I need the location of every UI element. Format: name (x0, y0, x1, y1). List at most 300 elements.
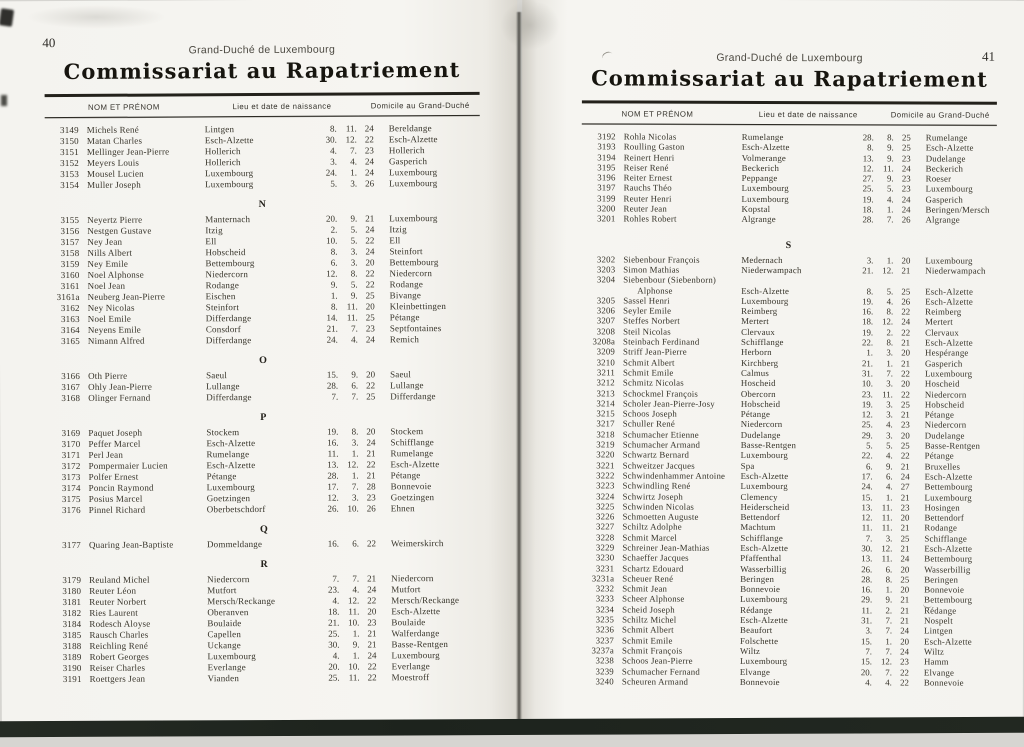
date-part: 22 (364, 134, 374, 145)
row-domicile: Niedercorn (389, 268, 433, 279)
row-birthplace: Luxembourg (207, 651, 256, 662)
row-name: Muller Joseph (87, 179, 141, 190)
row-birthplace: Luxembourg (741, 295, 789, 306)
row-name: Roettgers Jean (89, 673, 146, 684)
date-part: 23 (365, 323, 375, 334)
row-birthplace: Folschette (740, 635, 779, 646)
row-birthplace: Oberbetschdorf (206, 503, 266, 515)
row-number: 3217 (596, 418, 615, 429)
row-number: 3229 (595, 542, 615, 553)
row-domicile: Boulaide (391, 617, 426, 628)
date-part: 29. (861, 594, 873, 605)
gap (616, 142, 624, 152)
gap (615, 491, 623, 501)
row-birthdate (853, 358, 915, 369)
date-part: 23. (327, 584, 340, 595)
date-part: 12. (881, 543, 893, 554)
row-number: 3161a (56, 291, 80, 303)
date-part: 24 (365, 246, 375, 257)
date-part: 8. (866, 285, 874, 296)
kicker: Grand-Duché de Luxembourg (188, 43, 336, 57)
row-name: Reuter Norbert (89, 596, 147, 607)
row-name: Steil Nicolas (623, 326, 671, 337)
row-birthplace: Wiltz (739, 645, 761, 656)
row-birthdate (318, 290, 380, 301)
row-name: Siebenbour François (623, 254, 700, 265)
row-birthdate (319, 492, 381, 503)
row-name: Schreiner Jean-Mathias (622, 542, 710, 553)
date-part: 8. (886, 306, 894, 317)
row-birthdate (319, 606, 381, 617)
row-number: 3174 (61, 482, 81, 494)
row-birthplace: Kirchberg (740, 357, 779, 368)
gap (81, 586, 89, 597)
row-birthdate (854, 173, 916, 184)
column-header-birth: Lieu et date de naissance (758, 109, 858, 120)
row-birthplace: Bonnevoie (739, 676, 780, 687)
row-number: 3179 (62, 574, 82, 586)
row-birthdate (318, 334, 380, 345)
row-number: 3195 (597, 162, 616, 173)
date-part: 24 (364, 167, 375, 178)
row-domicile: Everlange (391, 661, 430, 672)
row-birthdate (854, 163, 916, 174)
row-number: 3208 (596, 326, 616, 337)
date-part: 5. (866, 440, 873, 451)
date-part: 25. (328, 672, 340, 683)
registry-table (43, 123, 485, 685)
gap (614, 553, 622, 563)
gap (614, 573, 622, 583)
date-part: 12. (882, 265, 894, 276)
row-birthdate (852, 554, 914, 565)
date-part: 25 (366, 391, 376, 402)
date-part: 20. (860, 666, 872, 677)
row-birthplace: Machtum (740, 522, 776, 533)
row-domicile: Beringen/Mersch (925, 204, 990, 215)
date-part: 6. (866, 460, 873, 471)
date-part: 15. (860, 656, 872, 667)
row-domicile: Septfontaines (389, 323, 442, 334)
date-part: 30. (328, 639, 340, 650)
date-part: 22 (366, 538, 376, 549)
date-part: 9. (351, 369, 359, 380)
row-name: Schmoetten Auguste (622, 511, 699, 522)
row-domicile: Pétange (390, 470, 421, 481)
row-birthplace: Saeul (206, 370, 228, 381)
row-birthdate (319, 639, 381, 650)
row-birthplace: Hollerich (204, 146, 241, 157)
date-part: 8. (330, 246, 338, 257)
row-name: Polfer Ernest (88, 471, 139, 482)
gap (615, 254, 623, 264)
row-name: Nimann Alfred (87, 335, 145, 346)
row-domicile: Luxembourg (388, 167, 438, 178)
row-domicile: Pétange (924, 450, 954, 461)
date-part: 3. (351, 492, 359, 503)
row-domicile: Rédange (924, 605, 957, 616)
row-name: Peffer Marcel (88, 438, 141, 449)
gap (82, 652, 90, 663)
row-birthplace: Differdange (206, 392, 252, 403)
date-part: 20 (365, 301, 375, 312)
date-part: 13. (327, 459, 339, 470)
date-part: 24 (900, 646, 910, 657)
date-part: 3. (886, 430, 893, 441)
row-name: Mellinger Jean-Pierre (86, 146, 170, 157)
row-number: 3173 (61, 471, 81, 483)
gap (79, 180, 87, 191)
date-part: 30. (861, 543, 873, 554)
date-part: 23. (861, 388, 873, 399)
gap (615, 264, 623, 274)
row-domicile: Niedercorn (924, 389, 967, 400)
gap (82, 674, 90, 685)
date-part: 22 (900, 677, 909, 688)
row-domicile: Niedercorn (391, 573, 434, 584)
row-number: 3157 (60, 236, 80, 248)
gap (615, 409, 623, 419)
date-part: 21. (326, 323, 338, 334)
row-domicile: Differdange (390, 391, 436, 402)
row-birthdate (853, 306, 915, 317)
row-birthplace: Esch-Alzette (206, 438, 256, 449)
gap (82, 663, 90, 674)
date-part: 3. (330, 156, 337, 167)
row-birthplace: Beckerich (741, 162, 780, 173)
gap (81, 575, 89, 586)
row-name: Rausch Charles (89, 629, 149, 640)
row-birthdate (317, 156, 379, 167)
row-number: 3161 (60, 280, 80, 292)
date-part: 24 (365, 224, 375, 235)
row-domicile: Luxembourg (389, 213, 438, 224)
row-number: 3172 (61, 460, 81, 472)
date-part: 22 (365, 268, 375, 279)
row-number: 3234 (595, 604, 615, 615)
row-birthdate (320, 672, 382, 683)
date-part: 21 (367, 639, 377, 650)
date-part: 7. (331, 391, 339, 402)
gap (615, 295, 623, 305)
date-part: 19. (862, 296, 874, 307)
row-birthplace: Hobscheid (205, 247, 246, 258)
row-name: Scheid Joseph (622, 604, 675, 615)
gap (80, 270, 88, 281)
date-part: 9. (330, 279, 338, 290)
row-birthdate (853, 399, 915, 410)
date-part: 4. (350, 156, 357, 167)
row-birthdate (320, 661, 382, 672)
row-domicile: Esch-Alzette (925, 286, 974, 297)
date-part: 23 (367, 617, 377, 628)
gap (79, 259, 87, 270)
gap (80, 303, 88, 314)
row-birthplace: Spa (740, 460, 755, 471)
date-part: 9. (887, 173, 894, 184)
date-part: 4. (886, 194, 894, 205)
date-part: 24. (861, 481, 873, 492)
row-number: 3239 (595, 665, 614, 676)
date-part: 12. (861, 512, 873, 523)
date-part: 22 (367, 595, 377, 606)
row-number: 3182 (62, 607, 82, 619)
row-number: 3185 (62, 629, 82, 641)
row-birthplace: Boulaide (207, 618, 242, 629)
row-name: Reuter Henri (623, 193, 672, 204)
row-domicile: Kleinbettingen (389, 301, 447, 312)
row-name: Neyens Emile (87, 324, 142, 335)
gap (80, 281, 88, 292)
gap (615, 388, 623, 398)
gap (614, 645, 622, 655)
row-domicile: Rodange (924, 522, 958, 534)
date-part: 17. (861, 471, 873, 482)
date-part: 16. (861, 584, 873, 595)
row-birthdate (319, 617, 381, 628)
date-part: 3. (865, 625, 873, 636)
row-domicile: Steinfort (389, 246, 423, 257)
row-domicile: Bivange (389, 290, 422, 301)
row-domicile: Walferdange (391, 628, 440, 639)
date-part: 8. (886, 337, 894, 348)
row-birthdate (853, 286, 915, 297)
row-name: Quaring Jean-Baptiste (88, 539, 174, 550)
gap (81, 461, 89, 472)
row-domicile: Bettembourg (924, 481, 973, 492)
row-birthdate (319, 595, 381, 606)
row-birthdate (852, 574, 914, 585)
gap (81, 494, 89, 505)
date-part: 7. (865, 533, 873, 544)
row-birthdate (319, 459, 381, 470)
row-birthplace: Pétange (740, 409, 771, 420)
row-number: 3240 (595, 676, 614, 687)
date-part: 20. (325, 213, 338, 224)
date-part: 25 (900, 440, 910, 451)
gap (616, 152, 624, 162)
gap (81, 472, 89, 483)
row-name: Ries Laurent (89, 607, 138, 618)
row-birthplace: Luxembourg (205, 179, 254, 190)
row-domicile: Luxembourg (389, 178, 438, 189)
row-birthdate (852, 605, 914, 616)
date-part: 25. (861, 419, 873, 430)
row-name: Nestgen Gustave (87, 225, 152, 236)
column-header-name: NOM ET PRÉNOM (621, 109, 694, 119)
date-part: 7. (351, 323, 358, 334)
date-part: 18. (862, 316, 874, 327)
gap (81, 630, 89, 641)
row-domicile: Hoscheid (924, 378, 960, 389)
row-birthdate (318, 268, 380, 279)
date-part: 16. (327, 538, 339, 549)
gap (79, 169, 87, 180)
row-birthdate (852, 595, 914, 606)
row-birthplace: Capellen (207, 629, 242, 640)
column-headers (43, 95, 482, 117)
row-name: Schoos Joseph (622, 408, 678, 419)
row-name: Ney Nicolas (87, 302, 135, 313)
date-part: 27 (900, 481, 910, 492)
date-part: 17. (327, 481, 339, 492)
row-birthdate (317, 224, 379, 235)
row-birthdate (318, 369, 380, 380)
row-name: Schmit Emile (622, 367, 674, 378)
row-name: Steinbach Ferdinand (623, 336, 700, 347)
date-part: 25 (900, 574, 910, 585)
row-domicile: Bonnevoie (924, 584, 965, 595)
date-part: 15. (861, 635, 873, 647)
row-birthplace: Rédange (740, 604, 773, 615)
date-part: 10. (348, 617, 360, 628)
row-name: Schmitz Nicolas (622, 377, 684, 388)
row-birthplace: Differdange (205, 335, 252, 346)
row-number: 3237a (591, 645, 615, 656)
date-part: 21 (901, 337, 911, 348)
date-part: 22 (366, 459, 376, 470)
row-name: Schiltz Adolphe (622, 521, 682, 533)
date-part: 7. (352, 573, 360, 584)
date-part: 22 (901, 388, 910, 400)
row-birthplace: Rumelange (741, 131, 784, 143)
row-domicile: Luxembourg (924, 492, 972, 503)
row-number: 3164 (60, 324, 80, 336)
date-part: 29. (861, 430, 873, 441)
gap (80, 292, 88, 303)
row-birthplace: Luxembourg (739, 656, 788, 667)
row-birthdate (853, 471, 915, 482)
date-part: 3. (351, 437, 359, 448)
row-number: 3228 (595, 532, 615, 543)
book-gutter-shadow (516, 12, 522, 720)
row-birthdate (852, 677, 914, 688)
row-number: 3218 (596, 429, 615, 440)
row-name: Schuller René (622, 418, 675, 430)
date-part: 21. (862, 265, 874, 276)
gap (615, 481, 623, 491)
row-birthdate (853, 215, 915, 226)
row-name: Schmit François (621, 645, 683, 656)
row-number: 3237 (595, 635, 615, 646)
row-name: Schaeffer Jacques (622, 552, 689, 563)
date-part: 2. (330, 224, 338, 235)
row-birthdate (318, 279, 380, 290)
row-number: 3213 (596, 387, 615, 398)
gap (81, 540, 89, 551)
row-domicile: Pétange (924, 409, 955, 420)
gap (80, 439, 88, 450)
row-domicile: Hollerich (388, 145, 425, 156)
row-name: Neyertz Pierre (87, 214, 143, 225)
row-birthdate (854, 194, 916, 205)
row-birthplace: Esch-Alzette (206, 460, 256, 471)
row-name: Rodesch Aloyse (89, 618, 151, 629)
date-part: 24 (366, 437, 376, 448)
row-number: 3226 (596, 511, 615, 522)
row-birthdate (318, 426, 380, 437)
date-part: 3. (350, 178, 358, 189)
row-birthplace: Clervaux (741, 326, 775, 337)
date-part: 20 (900, 584, 910, 595)
date-part: 9. (350, 290, 358, 301)
date-part: 20 (900, 512, 910, 523)
section-letter: R (260, 558, 269, 570)
scan-mark (0, 8, 14, 27)
row-birthplace: Rodange (205, 280, 240, 291)
date-part: 16. (862, 306, 874, 317)
gap (79, 125, 87, 136)
row-domicile: Hosingen (924, 502, 960, 513)
row-number: 3152 (60, 157, 79, 169)
row-name: Sassel Henri (623, 295, 670, 306)
row-birthdate (854, 153, 916, 164)
row-birthplace: Bonnevoie (740, 584, 781, 595)
row-name: Schmit Emile (622, 635, 673, 646)
row-birthdate (853, 317, 915, 328)
row-number: 3232 (595, 583, 615, 594)
row-number: 3166 (61, 370, 81, 382)
row-number: 3221 (596, 459, 615, 471)
date-part: 1. (886, 358, 894, 369)
date-part: 24 (900, 471, 910, 482)
date-part: 23 (366, 492, 376, 503)
row-name: Posius Marcel (88, 493, 143, 504)
row-domicile: Beckerich (925, 163, 964, 174)
date-part: 7. (885, 615, 893, 626)
date-part: 24 (900, 553, 910, 564)
section-letter: S (785, 239, 793, 251)
row-domicile: Dudelange (925, 153, 966, 164)
row-birthdate (318, 323, 380, 334)
date-part: 10. (326, 235, 338, 246)
row-birthdate (853, 481, 915, 492)
row-birthplace: Pfaffenthal (740, 553, 782, 564)
date-part: 5. (350, 235, 358, 246)
row-name: Reinert Henri (623, 152, 675, 163)
row-number: 3233 (595, 593, 615, 604)
row-birthplace: Esch-Alzette (741, 285, 790, 296)
page-number: 40 (42, 35, 56, 51)
row-name: Noel Alphonse (87, 269, 144, 280)
date-part: 22 (367, 661, 377, 672)
row-birthplace: Hoscheid (740, 378, 776, 389)
row-number: 3158 (60, 247, 80, 259)
row-name: Schwartz Bernard (622, 449, 690, 461)
gap (614, 625, 622, 635)
date-part: 11. (345, 123, 357, 134)
gap (615, 460, 623, 470)
row-birthplace: Esch-Alzette (740, 542, 789, 554)
row-birthplace: Schifflange (740, 532, 783, 543)
row-birthdate (852, 615, 914, 626)
row-number: 3206 (596, 305, 616, 316)
date-part: 22 (901, 368, 910, 379)
gap (614, 522, 622, 532)
row-number: 3230 (595, 552, 615, 563)
date-part: 27. (862, 173, 874, 184)
row-name: Schmit Albert (622, 624, 674, 636)
row-number: 3208a (592, 336, 616, 347)
header-rule-thin (582, 123, 997, 125)
gap (614, 563, 622, 573)
gutter-smudge (500, 0, 560, 50)
date-part: 6. (352, 538, 359, 549)
date-part: 25 (901, 142, 911, 153)
row-birthdate (317, 134, 379, 145)
date-part: 6. (885, 471, 893, 482)
row-birthdate (854, 143, 916, 154)
